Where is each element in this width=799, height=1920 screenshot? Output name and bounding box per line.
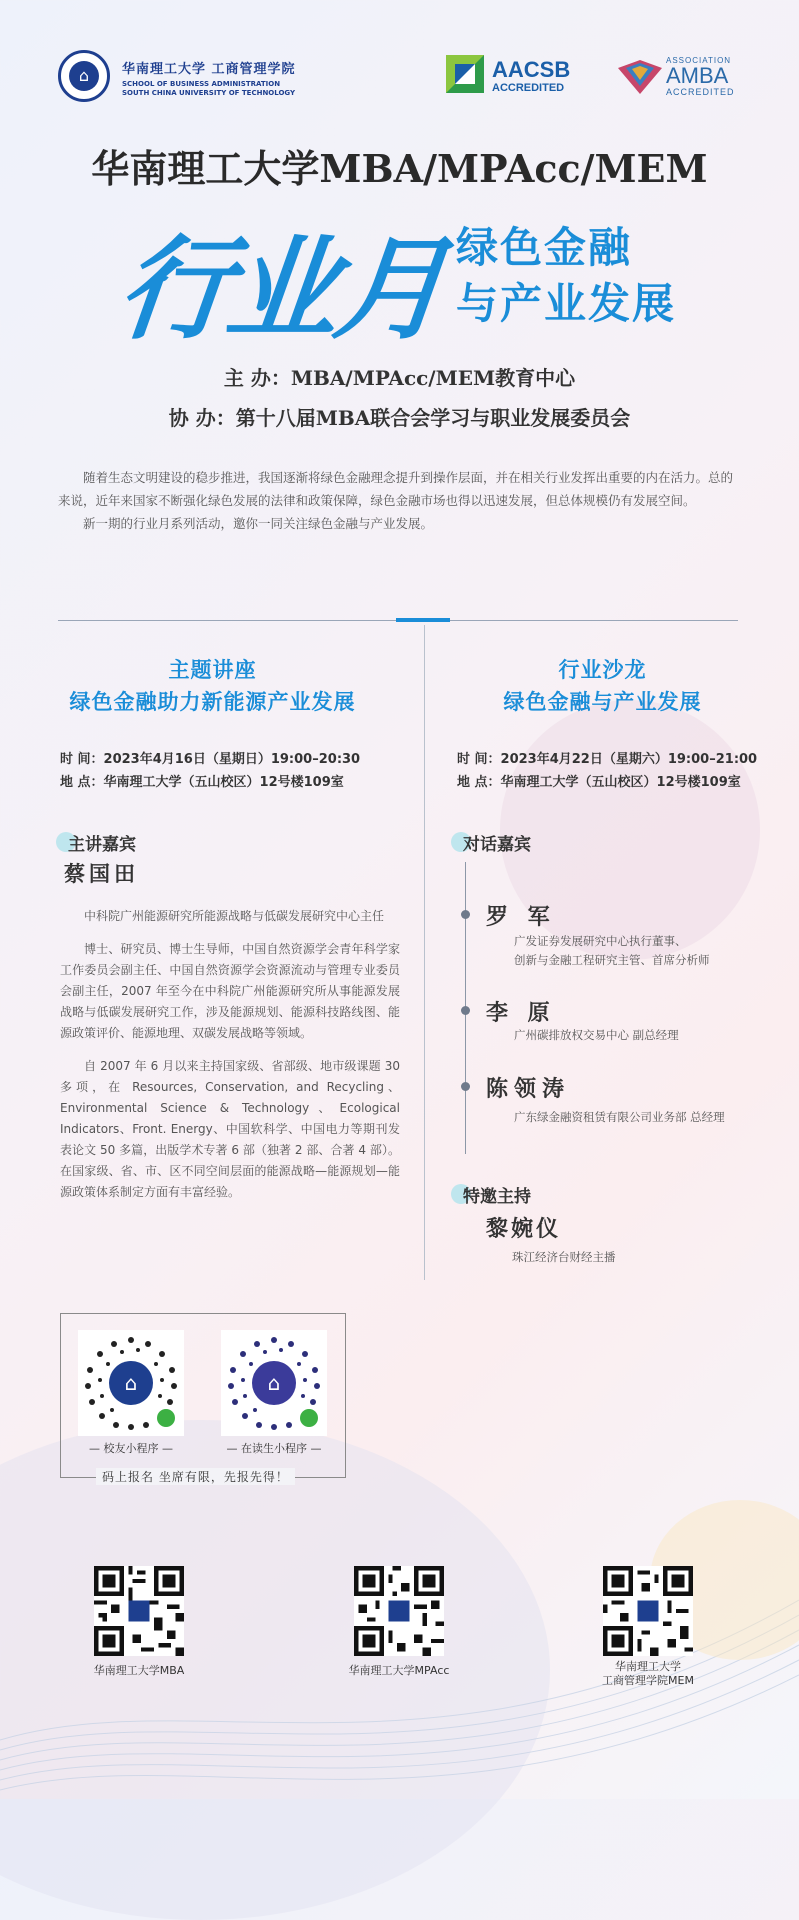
school-name	[122, 58, 296, 98]
salon-title	[430, 654, 775, 718]
guest-desc-line: 广发证券发展研究中心执行董事、	[514, 934, 687, 948]
mem-qr-caption-1: 华南理工大学	[615, 1660, 681, 1673]
aacsb-status: ACCREDITED	[492, 82, 565, 94]
lecture-place: 地 点：华南理工大学（五山校区）12号楼109室	[60, 775, 344, 790]
mem-qr-caption-2: 工商管理学院MEM	[602, 1674, 694, 1687]
aacsb-logo-icon	[446, 55, 484, 93]
guest-name: 罗 军	[486, 905, 556, 930]
host-tag	[457, 1182, 531, 1207]
amba-status: ACCREDITED	[666, 87, 735, 97]
lecture-info	[60, 748, 360, 794]
brush-title: 行业月	[112, 224, 450, 355]
speaker-title: 中科院广州能源研究所能源战略与低碳发展研究中心主任	[84, 909, 385, 923]
salon-time: 时 间：2023年4月22日（星期六）19:00–21:00	[457, 752, 758, 767]
guest-desc-line: 广东绿金融资租赁有限公司业务部 总经理	[514, 1110, 725, 1124]
salon-title-2: 绿色金融与产业发展	[503, 690, 702, 714]
speaker-tag	[62, 830, 136, 855]
salon-title-1: 行业沙龙	[558, 658, 647, 682]
mba-qr-caption: 华南理工大学MBA	[93, 1664, 185, 1677]
lecture-title-2: 绿色金融助力新能源产业发展	[69, 690, 356, 714]
amba-logo-icon	[618, 60, 662, 94]
guest-name: 陈领涛	[486, 1077, 571, 1102]
intro-paragraph-1: 随着生态文明建设的稳步推进，我国逐渐将绿色金融理念提升到操作层面，并在相关行业发挥出重要的内在活力。总的来说，近年来国家不断强化绿色发展的法律和政策保障，绿色金融市场也得以迅速发展，但总体规模仍有发展空间。	[58, 470, 734, 508]
mem-qr-caption	[569, 1660, 727, 1688]
guests-tag-label: 对话嘉宾	[463, 835, 531, 855]
alumni-mini-program-qr[interactable]	[78, 1330, 184, 1436]
school-seal-icon: ⌂	[69, 61, 99, 91]
timeline-dot-icon	[461, 1082, 470, 1091]
host-line: 主 办：MBA/MPAcc/MEM教育中心	[223, 366, 576, 390]
intro-paragraph-2: 新一期的行业月系列活动，邀你一同关注绿色金融与产业发展。	[83, 516, 434, 531]
guest-name: 李 原	[486, 1001, 556, 1026]
host-tag-label: 特邀主持	[463, 1187, 531, 1207]
mem-wechat-qr[interactable]	[603, 1566, 693, 1656]
alumni-qr-caption: — 校友小程序 —	[89, 1442, 173, 1455]
timeline-dot-icon	[461, 910, 470, 919]
section-divider-accent	[396, 618, 450, 622]
school-name-cn: 华南理工大学 工商管理学院	[122, 62, 296, 77]
cohost-line: 协 办：第十八届MBA联合会学习与职业发展委员会	[168, 406, 631, 430]
amba-association: ASSOCIATION	[666, 56, 732, 65]
guest-desc-line: 广州碳排放权交易中心 副总经理	[514, 1028, 679, 1042]
host-desc: 珠江经济台财经主播	[512, 1250, 616, 1264]
aacsb-name: AACSB	[492, 57, 571, 82]
student-mini-program-qr[interactable]	[221, 1330, 327, 1436]
speaker-name: 蔡国田	[64, 862, 139, 886]
sub-title	[456, 220, 676, 332]
mpacc-wechat-qr[interactable]	[354, 1566, 444, 1656]
student-qr-caption: — 在读生小程序 —	[226, 1442, 322, 1455]
speaker-bio-2: 自 2007 年 6 月以来主持国家级、省部级、地市级课题 30 多项，在 Resources, Conservation, and Recycling、Environmental Science & Technology、Ecological Indicators、Front. Energy、中国软科学、中国电力等期刊发表论文 50 多篇，出版学术专著 6 部（独著 2 部、合著 4 部）。在国家级、省、市、区不同空间层面的能源战略—能源规划—能源政策体系制定方面有丰富经验。	[60, 1059, 400, 1199]
main-title: 华南理工大学MBA/MPAcc/MEM	[91, 146, 708, 191]
timeline-dot-icon	[461, 1006, 470, 1015]
mba-wechat-qr[interactable]	[94, 1566, 184, 1656]
school-name-en-1: SCHOOL OF BUSINESS ADMINISTRATION	[122, 80, 281, 88]
salon-place: 地 点：华南理工大学（五山校区）12号楼109室	[457, 775, 741, 790]
sub-title-line-2: 与产业发展	[456, 279, 677, 328]
lecture-title	[40, 654, 385, 718]
signup-caption: 码上报名 坐席有限，先报先得！	[96, 1468, 295, 1485]
amba-name: AMBA	[666, 63, 729, 88]
speaker-tag-label: 主讲嘉宾	[68, 835, 136, 855]
host-name: 黎婉仪	[486, 1217, 562, 1242]
lecture-time: 时 间：2023年4月16日（星期日）19:00–20:30	[60, 752, 361, 767]
intro-text	[58, 466, 740, 535]
sub-title-line-1: 绿色金融	[456, 223, 633, 272]
svg-text:⌂: ⌂	[267, 1371, 281, 1395]
guest-desc	[514, 932, 710, 970]
aacsb-text	[492, 58, 570, 94]
guest-desc	[514, 1108, 725, 1127]
speaker-bio-1: 博士、研究员、博士生导师，中国自然资源学会青年科学家工作委员会副主任、中国自然资源学会资源流动与管理专业委员会副主任，2007 年至今在中科院广州能源研究所从事能源发展战略与低碳发展研究工作，涉及能源规划、能源科技路线图、能源政策评价、能源地理、双碳发展战略等领域。	[60, 942, 400, 1040]
mpacc-qr-caption: 华南理工大学MPAcc	[348, 1664, 450, 1677]
amba-text	[666, 56, 735, 97]
column-divider	[424, 625, 425, 1280]
school-name-en-2: SOUTH CHINA UNIVERSITY OF TECHNOLOGY	[122, 89, 296, 97]
lecture-title-1: 主题讲座	[168, 658, 257, 682]
svg-text:⌂: ⌂	[124, 1371, 138, 1395]
school-logo	[58, 50, 110, 102]
salon-info	[457, 748, 757, 794]
guests-tag	[457, 830, 531, 855]
guest-desc-line: 创新与金融工程研究主管、首席分析师	[514, 953, 710, 967]
guest-desc	[514, 1026, 679, 1045]
speaker-bio	[60, 906, 400, 1215]
